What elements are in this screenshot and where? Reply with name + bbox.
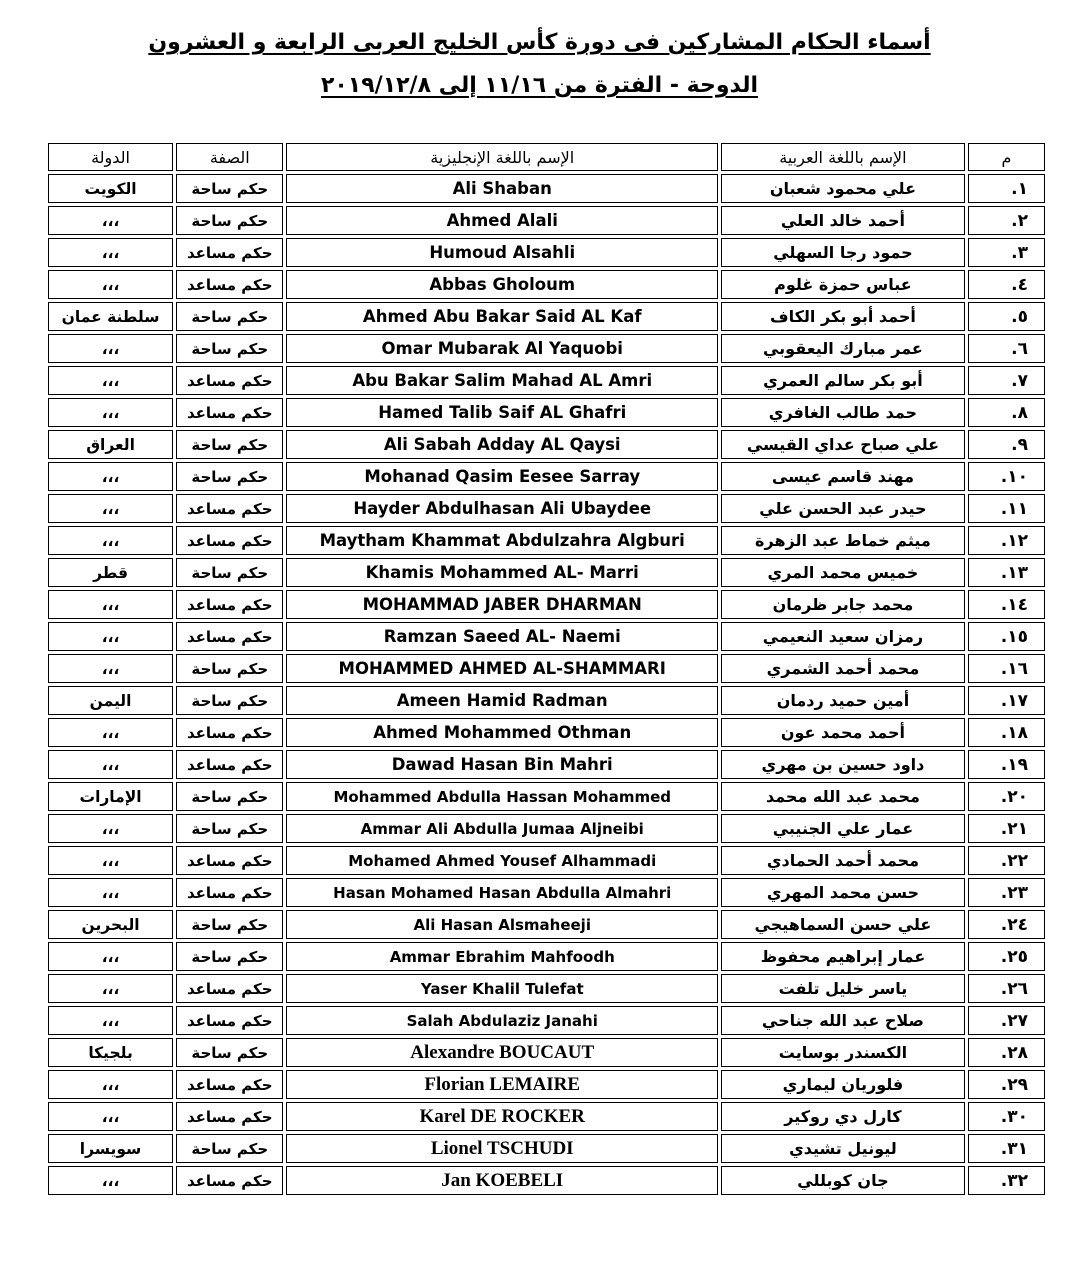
english-name-cell: Dawad Hasan Bin Mahri — [286, 750, 718, 779]
country-cell: ،،، — [48, 718, 173, 747]
country-cell: العراق — [48, 430, 173, 459]
arabic-name-cell: حيدر عبد الحسن علي — [721, 494, 965, 523]
arabic-name-cell: عمر مبارك اليعقوبي — [721, 334, 965, 363]
role-cell: حكم مساعد — [176, 622, 283, 651]
arabic-name-cell: علي حسن السماهيجي — [721, 910, 965, 939]
english-name-cell: Ali Sabah Adday AL Qaysi — [286, 430, 718, 459]
country-cell: سويسرا — [48, 1134, 173, 1163]
table-row — [48, 910, 1045, 939]
english-name-cell: Abu Bakar Salim Mahad AL Amri — [286, 366, 718, 395]
header-role: الصفة — [176, 143, 283, 171]
row-number: ٢٥. — [968, 942, 1045, 971]
table-row — [48, 1102, 1045, 1131]
country-cell: ،،، — [48, 494, 173, 523]
table-row — [48, 590, 1045, 619]
row-number: ١٩. — [968, 750, 1045, 779]
row-number: ٥. — [968, 302, 1045, 331]
row-number: ٢. — [968, 206, 1045, 235]
english-name-cell: Florian LEMAIRE — [286, 1070, 718, 1099]
row-number: ١٥. — [968, 622, 1045, 651]
role-cell: حكم ساحة — [176, 654, 283, 683]
country-cell: ،،، — [48, 462, 173, 491]
arabic-name-cell: ليونيل تشيدي — [721, 1134, 965, 1163]
row-number: ٢٩. — [968, 1070, 1045, 1099]
table-row — [48, 846, 1045, 875]
role-cell: حكم مساعد — [176, 1070, 283, 1099]
arabic-name-cell: عباس حمزة غلوم — [721, 270, 965, 299]
table-row — [48, 1006, 1045, 1035]
arabic-name-cell: محمد أحمد الحمادي — [721, 846, 965, 875]
table-row — [48, 206, 1045, 235]
arabic-name-cell: داود حسين بن مهري — [721, 750, 965, 779]
arabic-name-cell: حمد طالب الغافري — [721, 398, 965, 427]
country-cell: قطر — [48, 558, 173, 587]
english-name-cell: Ameen Hamid Radman — [286, 686, 718, 715]
arabic-name-cell: محمد عبد الله محمد — [721, 782, 965, 811]
country-cell: ،،، — [48, 334, 173, 363]
table-row — [48, 238, 1045, 267]
role-cell: حكم مساعد — [176, 1006, 283, 1035]
table-row — [48, 494, 1045, 523]
row-number: ١٣. — [968, 558, 1045, 587]
english-name-cell: Mohammed Abdulla Hassan Mohammed — [286, 782, 718, 811]
table-row — [48, 270, 1045, 299]
arabic-name-cell: الكسندر بوسايت — [721, 1038, 965, 1067]
table-row — [48, 174, 1045, 203]
english-name-cell: Hasan Mohamed Hasan Abdulla Almahri — [286, 878, 718, 907]
arabic-name-cell: علي محمود شعبان — [721, 174, 965, 203]
role-cell: حكم مساعد — [176, 974, 283, 1003]
english-name-cell: Omar Mubarak Al Yaquobi — [286, 334, 718, 363]
role-cell: حكم ساحة — [176, 334, 283, 363]
role-cell: حكم ساحة — [176, 558, 283, 587]
english-name-cell: Ammar Ali Abdulla Jumaa Aljneibi — [286, 814, 718, 843]
english-name-cell: Hamed Talib Saif AL Ghafri — [286, 398, 718, 427]
row-number: ١٦. — [968, 654, 1045, 683]
row-number: ١٠. — [968, 462, 1045, 491]
table-row — [48, 526, 1045, 555]
table-row — [48, 366, 1045, 395]
header-row — [48, 143, 1045, 171]
row-number: ٨. — [968, 398, 1045, 427]
table-row — [48, 1166, 1045, 1195]
english-name-cell: Mohamed Ahmed Yousef Alhammadi — [286, 846, 718, 875]
english-name-cell: Karel DE ROCKER — [286, 1102, 718, 1131]
role-cell: حكم مساعد — [176, 590, 283, 619]
role-cell: حكم مساعد — [176, 846, 283, 875]
row-number: ٢١. — [968, 814, 1045, 843]
role-cell: حكم ساحة — [176, 1038, 283, 1067]
country-cell: ،،، — [48, 270, 173, 299]
arabic-name-cell: علي صباح عداي القيسي — [721, 430, 965, 459]
table-row — [48, 430, 1045, 459]
table-row — [48, 334, 1045, 363]
english-name-cell: Ammar Ebrahim Mahfoodh — [286, 942, 718, 971]
country-cell: ،،، — [48, 1070, 173, 1099]
arabic-name-cell: أحمد محمد عون — [721, 718, 965, 747]
arabic-name-cell: أمين حميد ردمان — [721, 686, 965, 715]
english-name-cell: Abbas Gholoum — [286, 270, 718, 299]
arabic-name-cell: ياسر خليل تلفت — [721, 974, 965, 1003]
role-cell: حكم مساعد — [176, 878, 283, 907]
table-body — [48, 174, 1045, 1195]
table-row — [48, 398, 1045, 427]
arabic-name-cell: جان كوبللي — [721, 1166, 965, 1195]
english-name-cell: Khamis Mohammed AL- Marri — [286, 558, 718, 587]
row-number: ١٨. — [968, 718, 1045, 747]
role-cell: حكم مساعد — [176, 238, 283, 267]
role-cell: حكم ساحة — [176, 462, 283, 491]
arabic-name-cell: أبو بكر سالم العمري — [721, 366, 965, 395]
country-cell: ،،، — [48, 1006, 173, 1035]
role-cell: حكم ساحة — [176, 206, 283, 235]
arabic-name-cell: رمزان سعيد النعيمي — [721, 622, 965, 651]
table-row — [48, 750, 1045, 779]
country-cell: سلطنة عمان — [48, 302, 173, 331]
arabic-name-cell: محمد أحمد الشمري — [721, 654, 965, 683]
country-cell: بلجيكا — [48, 1038, 173, 1067]
country-cell: ،،، — [48, 654, 173, 683]
arabic-name-cell: عمار إبراهيم محفوظ — [721, 942, 965, 971]
english-name-cell: Ali Shaban — [286, 174, 718, 203]
page-title: أسماء الحكام المشاركين فى دورة كأس الخليج العربى الرابعة و العشرون — [148, 30, 931, 55]
role-cell: حكم ساحة — [176, 430, 283, 459]
table-row — [48, 814, 1045, 843]
country-cell: الكويت — [48, 174, 173, 203]
row-number: ٢٢. — [968, 846, 1045, 875]
table-row — [48, 622, 1045, 651]
country-cell: الإمارات — [48, 782, 173, 811]
row-number: ٦. — [968, 334, 1045, 363]
arabic-name-cell: أحمد خالد العلي — [721, 206, 965, 235]
table-row — [48, 1038, 1045, 1067]
role-cell: حكم ساحة — [176, 174, 283, 203]
row-number: ٢٠. — [968, 782, 1045, 811]
country-cell: ،،، — [48, 942, 173, 971]
header-num: م — [968, 143, 1045, 171]
english-name-cell: Ahmed Mohammed Othman — [286, 718, 718, 747]
row-number: ٢٣. — [968, 878, 1045, 907]
table-row — [48, 654, 1045, 683]
arabic-name-cell: ميثم خماط عبد الزهرة — [721, 526, 965, 555]
country-cell: ،،، — [48, 1166, 173, 1195]
table-row — [48, 942, 1045, 971]
english-name-cell: MOHAMMED AHMED AL-SHAMMARI — [286, 654, 718, 683]
table-row — [48, 1134, 1045, 1163]
arabic-name-cell: أحمد أبو بكر الكاف — [721, 302, 965, 331]
country-cell: ،،، — [48, 238, 173, 267]
role-cell: حكم مساعد — [176, 270, 283, 299]
row-number: ٢٦. — [968, 974, 1045, 1003]
english-name-cell: Ahmed Alali — [286, 206, 718, 235]
header-english-name: الإسم باللغة الإنجليزية — [286, 143, 718, 171]
country-cell: ،،، — [48, 590, 173, 619]
role-cell: حكم ساحة — [176, 782, 283, 811]
english-name-cell: Maytham Khammat Abdulzahra Algburi — [286, 526, 718, 555]
arabic-name-cell: محمد جابر ظرمان — [721, 590, 965, 619]
english-name-cell: Salah Abdulaziz Janahi — [286, 1006, 718, 1035]
table-row — [48, 974, 1045, 1003]
table-row — [48, 302, 1045, 331]
arabic-name-cell: خميس محمد المري — [721, 558, 965, 587]
row-number: ٣٢. — [968, 1166, 1045, 1195]
country-cell: البحرين — [48, 910, 173, 939]
english-name-cell: Lionel TSCHUDI — [286, 1134, 718, 1163]
row-number: ١٢. — [968, 526, 1045, 555]
english-name-cell: Mohanad Qasim Eesee Sarray — [286, 462, 718, 491]
row-number: ٢٤. — [968, 910, 1045, 939]
role-cell: حكم ساحة — [176, 910, 283, 939]
arabic-name-cell: حسن محمد المهري — [721, 878, 965, 907]
arabic-name-cell: حمود رجا السهلي — [721, 238, 965, 267]
english-name-cell: Ali Hasan Alsmaheeji — [286, 910, 718, 939]
row-number: ١٤. — [968, 590, 1045, 619]
english-name-cell: Hayder Abdulhasan Ali Ubaydee — [286, 494, 718, 523]
country-cell: ،،، — [48, 622, 173, 651]
role-cell: حكم ساحة — [176, 814, 283, 843]
table-row — [48, 686, 1045, 715]
english-name-cell: Jan KOEBELI — [286, 1166, 718, 1195]
role-cell: حكم مساعد — [176, 718, 283, 747]
row-number: ٩. — [968, 430, 1045, 459]
role-cell: حكم ساحة — [176, 686, 283, 715]
referees-table — [45, 140, 1048, 1198]
arabic-name-cell: كارل دي روكير — [721, 1102, 965, 1131]
english-name-cell: Ramzan Saeed AL- Naemi — [286, 622, 718, 651]
english-name-cell: Alexandre BOUCAUT — [286, 1038, 718, 1067]
role-cell: حكم مساعد — [176, 1102, 283, 1131]
country-cell: ،،، — [48, 206, 173, 235]
row-number: ٧. — [968, 366, 1045, 395]
row-number: ١١. — [968, 494, 1045, 523]
row-number: ١٧. — [968, 686, 1045, 715]
table-row — [48, 462, 1045, 491]
english-name-cell: Ahmed Abu Bakar Said AL Kaf — [286, 302, 718, 331]
row-number: ١. — [968, 174, 1045, 203]
role-cell: حكم مساعد — [176, 494, 283, 523]
header-arabic-name: الإسم باللغة العربية — [721, 143, 965, 171]
arabic-name-cell: صلاح عبد الله جناحي — [721, 1006, 965, 1035]
role-cell: حكم ساحة — [176, 1134, 283, 1163]
role-cell: حكم مساعد — [176, 398, 283, 427]
role-cell: حكم ساحة — [176, 942, 283, 971]
country-cell: ،،، — [48, 750, 173, 779]
country-cell: ،،، — [48, 878, 173, 907]
row-number: ٢٨. — [968, 1038, 1045, 1067]
page-subtitle: الدوحة - الفترة من ١١/١٦ إلى ٢٠١٩/١٢/٨ — [320, 73, 759, 98]
country-cell: اليمن — [48, 686, 173, 715]
role-cell: حكم ساحة — [176, 302, 283, 331]
row-number: ٢٧. — [968, 1006, 1045, 1035]
arabic-name-cell: عمار علي الجنيبي — [721, 814, 965, 843]
country-cell: ،،، — [48, 974, 173, 1003]
country-cell: ،،، — [48, 366, 173, 395]
country-cell: ،،، — [48, 846, 173, 875]
table-row — [48, 878, 1045, 907]
country-cell: ،،، — [48, 814, 173, 843]
country-cell: ،،، — [48, 526, 173, 555]
role-cell: حكم مساعد — [176, 750, 283, 779]
row-number: ٣٠. — [968, 1102, 1045, 1131]
header-country: الدولة — [48, 143, 173, 171]
row-number: ٤. — [968, 270, 1045, 299]
table-row — [48, 1070, 1045, 1099]
table-row — [48, 558, 1045, 587]
english-name-cell: Humoud Alsahli — [286, 238, 718, 267]
table-row — [48, 782, 1045, 811]
arabic-name-cell: فلوريان ليماري — [721, 1070, 965, 1099]
table-row — [48, 718, 1045, 747]
english-name-cell: Yaser Khalil Tulefat — [286, 974, 718, 1003]
role-cell: حكم مساعد — [176, 526, 283, 555]
arabic-name-cell: مهند قاسم عيسى — [721, 462, 965, 491]
country-cell: ،،، — [48, 1102, 173, 1131]
role-cell: حكم مساعد — [176, 1166, 283, 1195]
role-cell: حكم مساعد — [176, 366, 283, 395]
row-number: ٣. — [968, 238, 1045, 267]
country-cell: ،،، — [48, 398, 173, 427]
english-name-cell: MOHAMMAD JABER DHARMAN — [286, 590, 718, 619]
row-number: ٣١. — [968, 1134, 1045, 1163]
